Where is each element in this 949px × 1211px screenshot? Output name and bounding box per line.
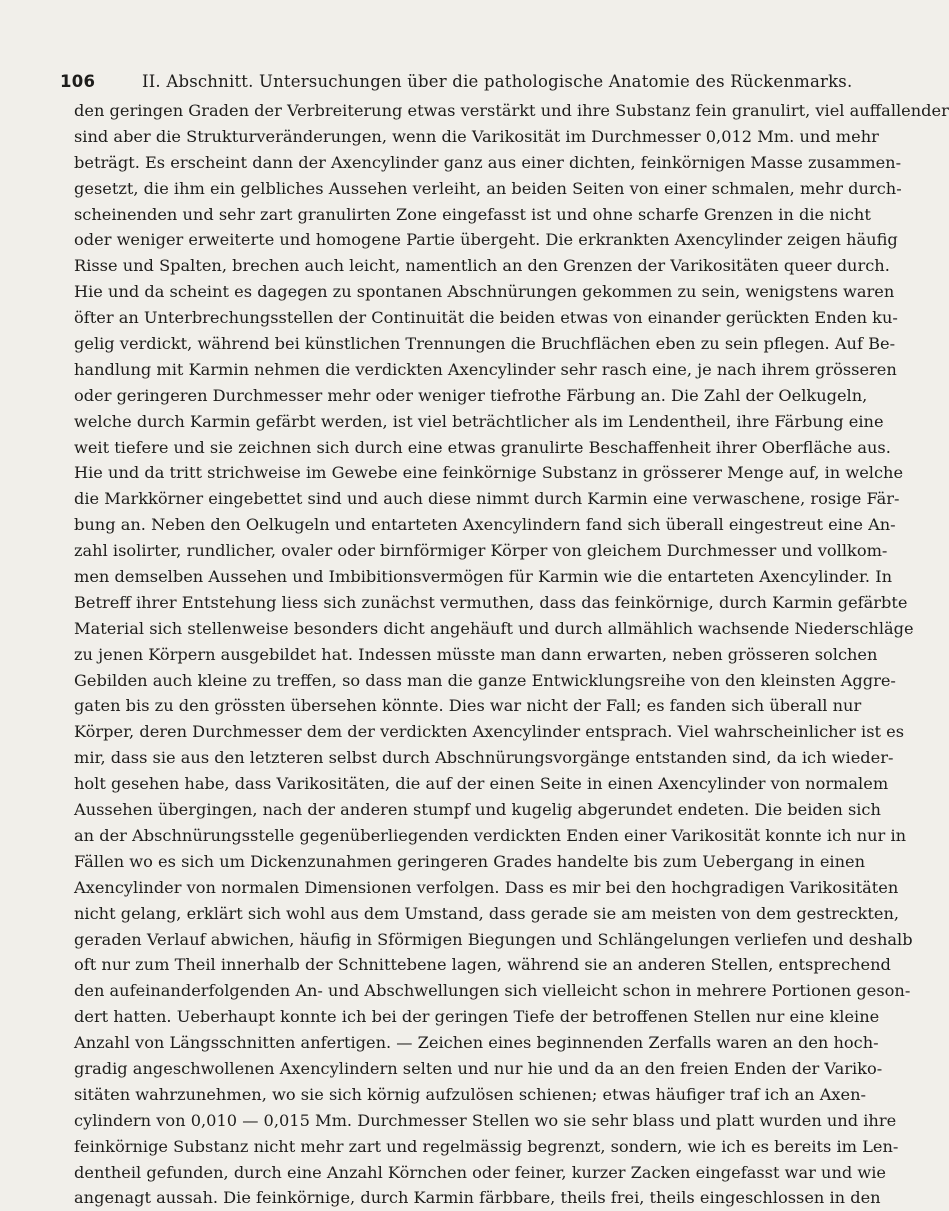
- text-line: sind aber die Strukturveränderungen, wenn die Varikosität im Durchmesser 0,012 Mm. und mehr: [74, 126, 879, 146]
- body-text: [74, 98, 949, 1211]
- text-line: Gebilden auch kleine zu treffen, so dass man die ganze Entwicklungsreihe von den kleinsten Aggre-: [74, 670, 896, 690]
- text-line: Axencylinder von normalen Dimensionen verfolgen. Dass es mir bei den hochgradigen Varikositäten: [74, 877, 899, 897]
- text-line: zu jenen Körpern ausgebildet hat. Indessen müsste man dann erwarten, neben grösseren solchen: [74, 644, 878, 664]
- page-number: 106: [60, 72, 96, 91]
- text-line: Material sich stellenweise besonders dicht angehäuft und durch allmählich wachsende Niederschläge: [74, 618, 914, 638]
- text-line: scheinenden und sehr zart granulirten Zone eingefasst ist und ohne scharfe Grenzen in die nicht: [74, 204, 871, 224]
- text-line: Anzahl von Längsschnitten anfertigen. — Zeichen eines beginnenden Zerfalls waren an den hoch-: [74, 1033, 879, 1053]
- text-line: Körper, deren Durchmesser dem der verdickten Axencylinder entsprach. Viel wahrscheinlicher ist es: [74, 722, 905, 742]
- text-line: gradig angeschwollenen Axencylindern selten und nur hie und da an den freien Enden der Variko-: [74, 1058, 883, 1078]
- text-line: dentheil gefunden, durch eine Anzahl Körnchen oder feiner, kurzer Zacken eingefasst war und wie: [74, 1162, 886, 1182]
- text-line: welche durch Karmin gefärbt werden, ist viel beträchtlicher als im Lendentheil, ihre Färbung eine: [74, 411, 884, 431]
- text-line: den geringen Graden der Verbreiterung etwas verstärkt und ihre Substanz fein granulirt, viel auffallender: [74, 101, 949, 120]
- text-line: den aufeinanderfolgenden An- und Abschwellungen sich vielleicht schon in mehrere Portionen geson-: [74, 981, 911, 1001]
- text-line: handlung mit Karmin nehmen die verdickten Axencylinder sehr rasch eine, je nach ihrem grösseren: [74, 359, 897, 379]
- running-title: II. Abschnitt. Untersuchungen über die pathologische Anatomie des Rückenmarks.: [142, 72, 853, 91]
- text-line: Aussehen übergingen, nach der anderen stumpf und kugelig abgerundet endeten. Die beiden sich: [74, 800, 881, 820]
- text-line: Hie und da tritt strichweise im Gewebe eine feinkörnige Substanz in grösserer Menge auf, in welche: [74, 463, 904, 483]
- text-line: holt gesehen habe, dass Varikositäten, die auf der einen Seite in einen Axencylinder von normalem: [74, 774, 889, 794]
- text-line: die Markkörner eingebettet sind und auch diese nimmt durch Karmin eine verwaschene, rosige Fär-: [74, 489, 900, 509]
- text-line: mir, dass sie aus den letzteren selbst durch Abschnürungsvorgänge entstanden sind, da ich wieder-: [74, 748, 894, 768]
- text-line: feinkörnige Substanz nicht mehr zart und regelmässig begrenzt, sondern, wie ich es bereits im Len-: [74, 1136, 899, 1156]
- text-line: dert hatten. Ueberhaupt konnte ich bei der geringen Tiefe der betroffenen Stellen nur eine kleine: [74, 1007, 880, 1027]
- text-line: weit tiefere und sie zeichnen sich durch eine etwas granulirte Beschaffenheit ihrer Oberfläche aus.: [74, 437, 891, 457]
- text-line: Risse und Spalten, brechen auch leicht, namentlich an den Grenzen der Varikositäten queer durch.: [74, 256, 890, 276]
- text-line: zahl isolirter, rundlicher, ovaler oder birnförmiger Körper von gleichem Durchmesser und vollkom-: [74, 541, 888, 561]
- text-line: oft nur zum Theil innerhalb der Schnittebene lagen, während sie an anderen Stellen, entsprechend: [74, 955, 891, 975]
- running-header: [60, 70, 853, 94]
- text-line: geraden Verlauf abwichen, häufig in Sförmigen Biegungen und Schlängelungen verliefen und deshalb: [74, 929, 913, 949]
- text-line: Fällen wo es sich um Dickenzunahmen geringeren Grades handelte bis zum Uebergang in einen: [74, 851, 866, 871]
- text-line: Betreff ihrer Entstehung liess sich zunächst vermuthen, dass das feinkörnige, durch Karmin gefärbte: [74, 592, 908, 612]
- text-line: Hie und da scheint es dagegen zu spontanen Abschnürungen gekommen zu sein, wenigstens waren: [74, 282, 895, 302]
- text-line: men demselben Aussehen und Imbibitionsvermögen für Karmin wie die entarteten Axencylinder. In: [74, 567, 893, 587]
- text-line: öfter an Unterbrechungsstellen der Continuität die beiden etwas von einander gerückten Enden ku-: [74, 308, 898, 328]
- text-line: angenagt aussah. Die feinkörnige, durch Karmin färbbare, theils frei, theils eingeschlossen in den: [74, 1188, 881, 1208]
- text-line: an der Abschnürungsstelle gegenüberliegenden verdickten Enden einer Varikosität konnte ich nur in: [74, 825, 907, 845]
- text-line: cylindern von 0,010 — 0,015 Mm. Durchmesser Stellen wo sie sehr blass und platt wurden und ihre: [74, 1110, 897, 1130]
- text-line: beträgt. Es erscheint dann der Axencylinder ganz aus einer dichten, feinkörnigen Masse zusammen-: [74, 152, 902, 172]
- text-line: nicht gelang, erklärt sich wohl aus dem Umstand, dass gerade sie am meisten von dem gestreckten,: [74, 903, 900, 923]
- text-line: bung an. Neben den Oelkugeln und entarteten Axencylindern fand sich überall eingestreut eine An-: [74, 515, 896, 535]
- text-line: oder geringeren Durchmesser mehr oder weniger tiefrothe Färbung an. Die Zahl der Oelkugeln,: [74, 385, 868, 405]
- text-line: gaten bis zu den grössten übersehen könnte. Dies war nicht der Fall; es fanden sich überall nur: [74, 696, 862, 716]
- text-line: oder weniger erweiterte und homogene Partie übergeht. Die erkrankten Axencylinder zeigen häufig: [74, 230, 898, 250]
- text-line: sitäten wahrzunehmen, wo sie sich körnig aufzulösen schienen; etwas häufiger traf ich an Axen-: [74, 1084, 866, 1104]
- text-line: gesetzt, die ihm ein gelbliches Aussehen verleiht, an beiden Seiten von einer schmalen, mehr durch-: [74, 178, 902, 198]
- text-line: gelig verdickt, während bei künstlichen Trennungen die Bruchflächen eben zu sein pflegen. Auf Be-: [74, 334, 896, 354]
